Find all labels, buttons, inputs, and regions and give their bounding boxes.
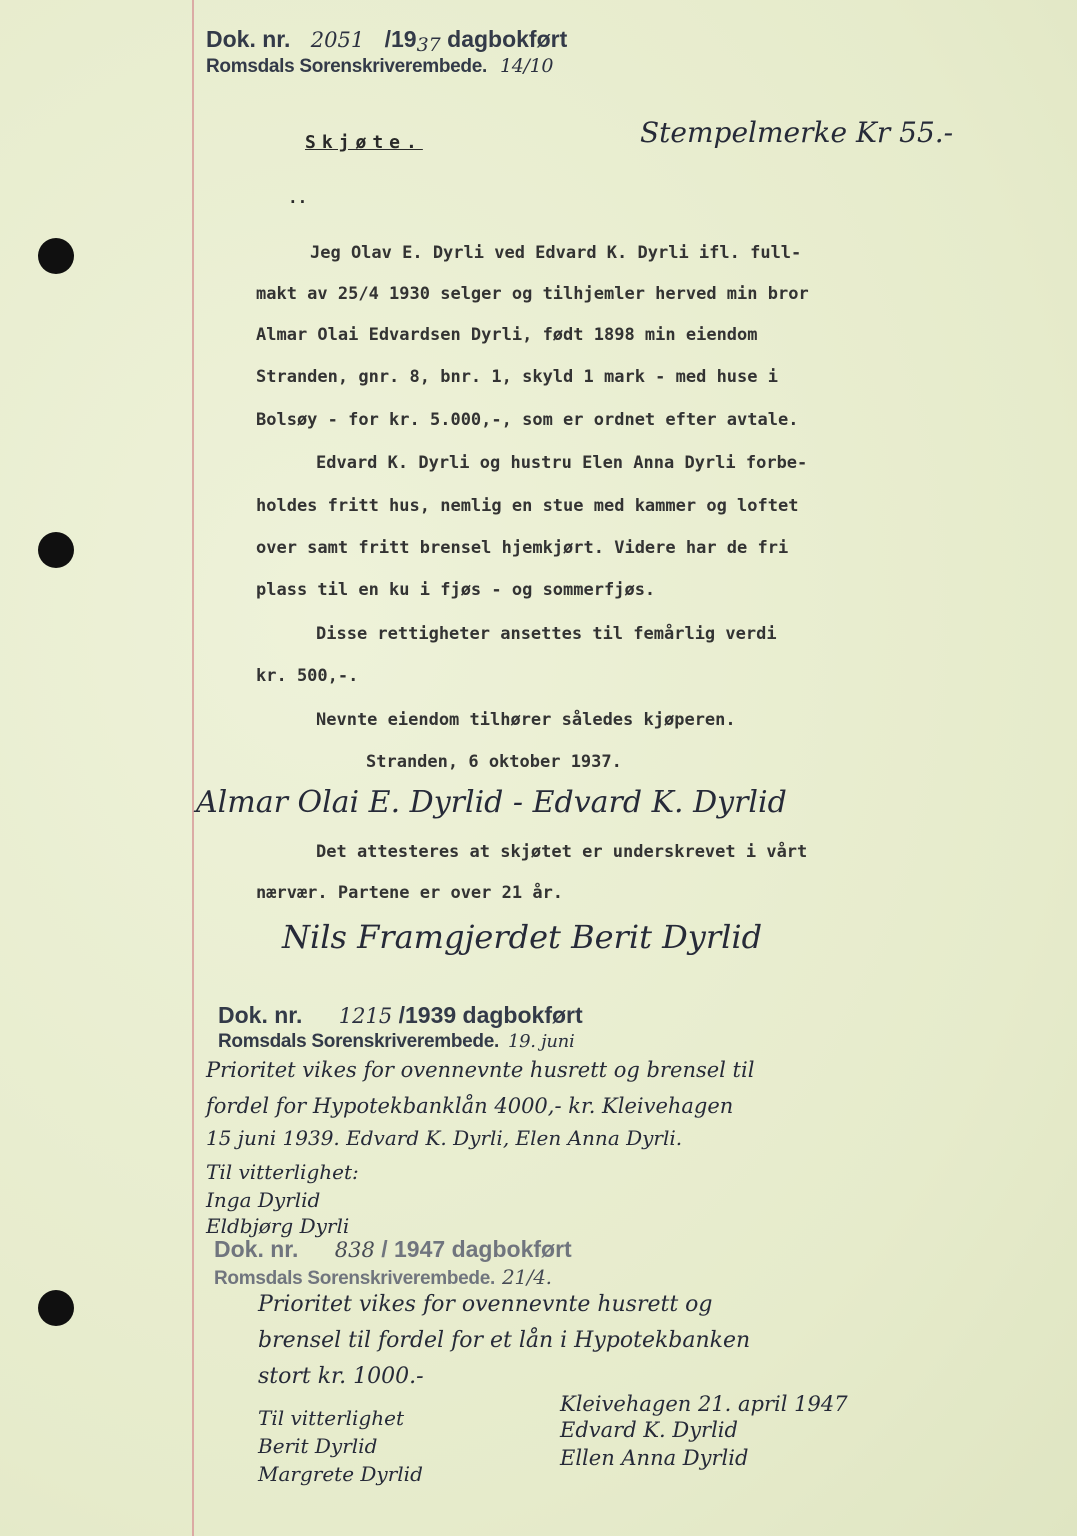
registration-stamp-1 <box>206 26 567 78</box>
body-line: Stranden, gnr. 8, bnr. 1, skyld 1 mark - med huse i <box>256 367 778 387</box>
priority-note-line: fordel for Hypotekbanklån 4000,- kr. Kleivehagen <box>206 1094 734 1118</box>
body-line: Disse rettigheter ansettes til femårlig verdi <box>316 624 777 644</box>
witness-name: Margrete Dyrlid <box>258 1462 423 1486</box>
note-signature: Ellen Anna Dyrlid <box>560 1446 749 1470</box>
registration-stamp-3 <box>214 1236 572 1290</box>
body-line: Jeg Olav E. Dyrli ved Edvard K. Dyrli ifl. full- <box>310 243 802 263</box>
body-line: holdes fritt hus, nemlig en stue med kammer og loftet <box>256 496 799 516</box>
stamp-year: /1939 <box>398 1002 457 1028</box>
signature-seller-buyer: Almar Olai E. Dyrlid - Edvard K. Dyrlid <box>196 785 787 820</box>
body-line: Stranden, 6 oktober 1937. <box>366 752 622 772</box>
signature-witnesses: Nils Framgjerdet Berit Dyrlid <box>282 918 763 956</box>
document-heading: Skjøte. <box>305 132 423 153</box>
priority-note-line: Prioritet vikes for ovennevnte husrett og <box>258 1292 713 1317</box>
witness-name: Inga Dyrlid <box>206 1188 321 1212</box>
witness-name: Eldbjørg Dyrli <box>206 1214 350 1238</box>
priority-note-line: stort kr. 1000.- <box>258 1364 424 1389</box>
priority-note-line: Prioritet vikes for ovennevnte husrett og brensel til <box>206 1058 755 1082</box>
witness-heading: Til vitterlighet: <box>206 1160 359 1184</box>
stamp-docnum: 838 <box>334 1238 375 1262</box>
body-line: makt av 25/4 1930 selger og tilhjemler herved min bror <box>256 284 809 304</box>
stamp-docnum: 2051 <box>310 28 365 52</box>
body-line: Edvard K. Dyrli og hustru Elen Anna Dyrli forbe- <box>316 453 808 473</box>
stamp-docnum: 1215 <box>338 1004 393 1028</box>
punch-hole <box>38 1290 74 1326</box>
stamp-year-suffix: 37 <box>416 34 441 56</box>
priority-note-line: 15 juni 1939. Edvard K. Dyrli, Elen Anna Dyrli. <box>206 1126 683 1150</box>
stamp-office: Romsdals Sorenskriverembede. <box>206 56 487 77</box>
witness-heading: Til vitterlighet <box>258 1406 405 1430</box>
stamp-tail: dagbokført <box>451 1236 572 1262</box>
body-line: Det attesteres at skjøtet er underskrevet i vårt <box>316 842 808 862</box>
registration-stamp-2 <box>218 1002 583 1053</box>
body-line: over samt fritt brensel hjemkjørt. Videre har de fri <box>256 538 789 558</box>
priority-note-line: brensel til fordel for et lån i Hypotekbanken <box>258 1328 751 1353</box>
stamp-fee-note: Stempelmerke Kr 55.- <box>640 116 954 149</box>
stamp-year: / 1947 <box>381 1236 446 1262</box>
stamp-date: 21/4. <box>501 1265 552 1289</box>
stamp-date: 14/10 <box>499 55 554 77</box>
body-line: Bolsøy - for kr. 5.000,-, som er ordnet efter avtale. <box>256 410 799 430</box>
margin-rule <box>192 0 194 1536</box>
stamp-year: /19 <box>384 26 417 52</box>
note-place-date: Kleivehagen 21. april 1947 <box>560 1392 848 1416</box>
body-line: plass til en ku i fjøs - og sommerfjøs. <box>256 580 656 600</box>
stamp-label: Dok. nr. <box>206 26 291 52</box>
punch-hole <box>38 532 74 568</box>
body-line: Nevnte eiendom tilhører således kjøperen. <box>316 710 736 730</box>
body-line: Almar Olai Edvardsen Dyrli, født 1898 min eiendom <box>256 325 758 345</box>
body-line: kr. 500,-. <box>256 666 359 686</box>
stamp-office: Romsdals Sorenskriverembede. <box>218 1031 499 1052</box>
stamp-label: Dok. nr. <box>218 1002 303 1028</box>
stamp-tail: dagbokført <box>447 26 568 52</box>
punch-hole <box>38 238 74 274</box>
witness-name: Berit Dyrlid <box>258 1434 378 1458</box>
note-signature: Edvard K. Dyrlid <box>560 1418 738 1442</box>
stamp-label: Dok. nr. <box>214 1236 299 1262</box>
stamp-date: 19. juni <box>507 1031 575 1052</box>
stamp-tail: dagbokført <box>462 1002 583 1028</box>
body-line: nærvær. Partene er over 21 år. <box>256 883 564 903</box>
stamp-office: Romsdals Sorenskriverembede. <box>214 1268 495 1289</box>
margin-dots: .. <box>288 188 308 207</box>
